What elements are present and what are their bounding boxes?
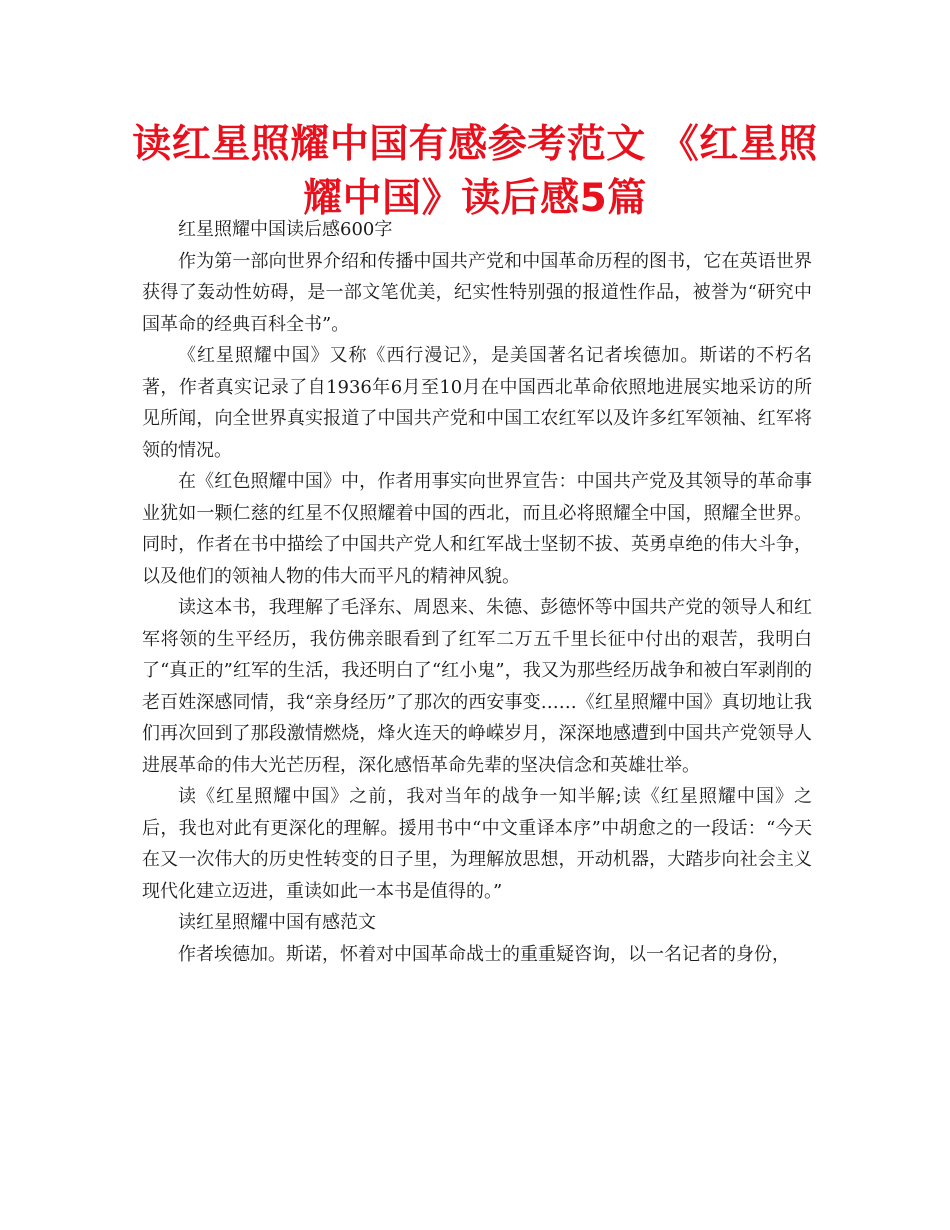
paragraph: 在《红色照耀中国》中，作者用事实向世界宣告：中国共产党及其领导的革命事业犹如一颗仁慈的红星不仅照耀着中国的西北，而且必将照耀全中国，照耀全世界。同时，作者在书中描绘了中国共产党人和红军战士坚韧不拔、英勇卓绝的伟大斗争，以及他们的领袖人物的伟大而平凡的精神风貌。 (142, 471, 812, 587)
section-heading: 读红星照耀中国有感范文 (178, 912, 376, 933)
section-heading: 红星照耀中国读后感600字 (178, 219, 393, 240)
paragraph: 作者埃德加。斯诺，怀着对中国革命战士的重重疑咨询，以一名记者的身份， (178, 943, 790, 965)
paragraph: 《红星照耀中国》又称《西行漫记》，是美国著名记者埃德加。斯诺的不朽名著，作者真实记录了自1936年6月至10月在中国西北革命依照地进展实地采访的所见所闻，向全世界真实报道了中国共产党和中国工农红军以及许多红军领袖、红军将领的情况。 (142, 345, 812, 461)
document-body (142, 214, 812, 970)
paragraph: 读《红星照耀中国》之前，我对当年的战争一知半解;读《红星照耀中国》之后，我也对此有更深化的理解。援用书中“中文重译本序”中胡愈之的一段话：“今天在又一次伟大的历史性转变的日子里，为理解放思想，开动机器，大踏步向社会主义现代化建立迈进，重读如此一本书是值得的。” (142, 786, 812, 902)
paragraph: 读这本书，我理解了毛泽东、周恩来、朱德、彭德怀等中国共产党的领导人和红军将领的生平经历，我仿佛亲眼看到了红军二万五千里长征中付出的艰苦，我明白了“真正的”红军的生活，我还明白了“红小鬼”，我又为那些经历战争和被白军剥削的老百姓深感同情，我“亲身经历”了那次的西安事变……《红星照耀中国》真切地让我们再次回到了那段激情燃烧，烽火连天的峥嵘岁月，深深地感遭到中国共产党领导人进展革命的伟大光芒历程，深化感悟革命先辈的坚决信念和英雄壮举。 (142, 597, 812, 776)
paragraph: 作为第一部向世界介绍和传播中国共产党和中国革命历程的图书，它在英语世界获得了轰动性妨碍，是一部文笔优美，纪实性特别强的报道性作品，被誉为“研究中国革命的经典百科全书”。 (142, 250, 812, 335)
document-title: 读红星照耀中国有感参考范文 《红星照耀中国》读后感5篇 (132, 122, 818, 221)
